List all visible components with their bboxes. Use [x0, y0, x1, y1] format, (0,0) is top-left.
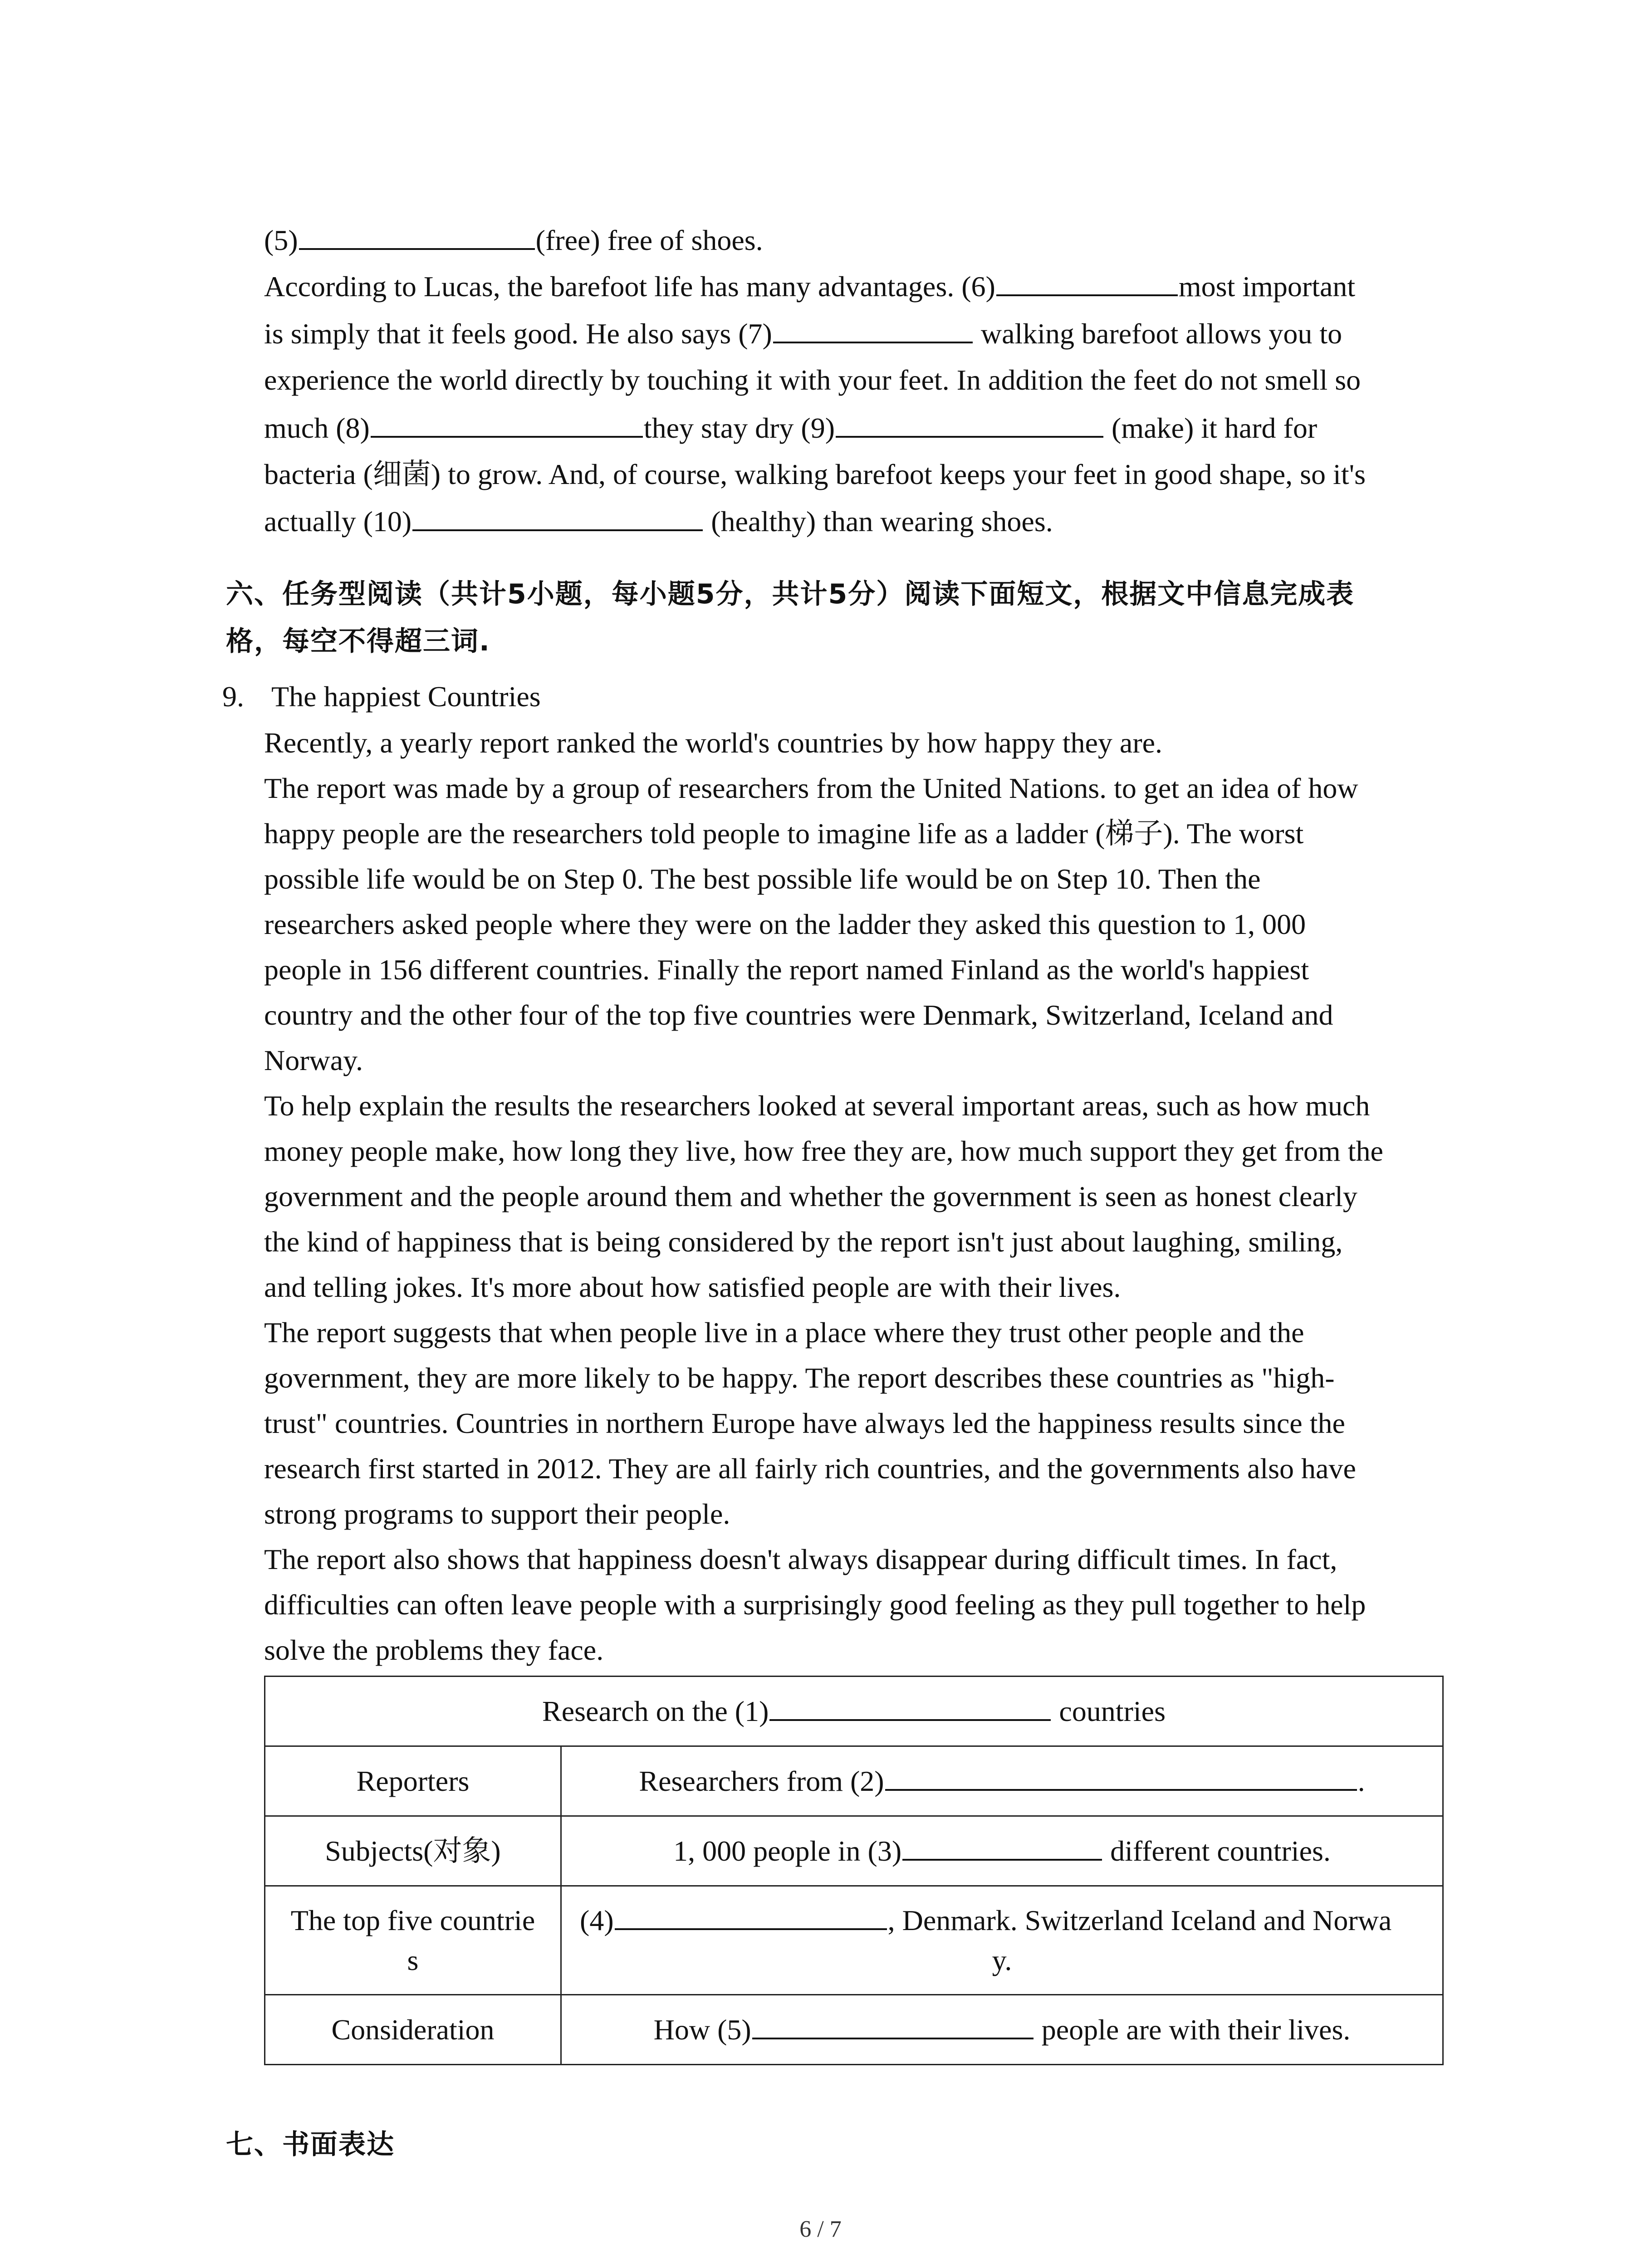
row-label: Consideration	[265, 1995, 561, 2065]
passage-line: is simply that it feels good. He also says (7) walking barefoot allows you to	[264, 316, 1342, 352]
passage-line: the kind of happiness that is being considered by the report isn't just about laughing, smiling,	[264, 1226, 1343, 1258]
row-value: How (5) people are with their lives.	[561, 1995, 1443, 2065]
passage-line: solve the problems they face.	[264, 1634, 604, 1666]
passage-line: actually (10) (healthy) than wearing shoes.	[264, 503, 1053, 540]
table-blank-2[interactable]	[885, 1764, 1357, 1791]
row-label: Subjects(对象)	[265, 1816, 561, 1886]
row-label: Reporters	[265, 1746, 561, 1816]
passage-line: Norway.	[264, 1044, 363, 1076]
passage-line: To help explain the results the researchers looked at several important areas, such as how much	[264, 1090, 1370, 1122]
passage-line: government and the people around them and whether the government is seen as honest clearly	[264, 1180, 1357, 1212]
section-heading: 七、书面表达	[226, 2129, 395, 2160]
answer-blank-6[interactable]	[996, 269, 1178, 296]
table-row	[265, 1677, 1443, 1746]
section-heading: 六、任务型阅读（共计5小题，每小题5分，共计5分）阅读下面短文，根据文中信息完成表	[226, 578, 1355, 610]
table-row	[265, 1816, 1443, 1886]
table-row	[265, 1746, 1443, 1816]
answer-blank-7[interactable]	[773, 316, 973, 343]
passage-line: Recently, a yearly report ranked the world's countries by how happy they are.	[264, 727, 1163, 759]
passage-line: happy people are the researchers told people to imagine life as a ladder (梯子). The worst	[264, 817, 1304, 850]
row-value: 1, 000 people in (3) different countries.	[561, 1816, 1443, 1886]
passage-line: bacteria (细菌) to grow. And, of course, walking barefoot keeps your feet in good shape, so it's	[264, 458, 1366, 490]
passage-line: difficulties can often leave people with a surprisingly good feeling as they pull together to help	[264, 1589, 1366, 1621]
question-number: 9.	[222, 680, 244, 713]
task-table	[264, 1676, 1444, 2065]
answer-blank-10[interactable]	[412, 504, 703, 531]
passage-line: money people make, how long they live, how free they are, how much support they get from the	[264, 1135, 1383, 1167]
table-blank-5[interactable]	[752, 2012, 1034, 2039]
table-row	[265, 1995, 1443, 2065]
page-number: 6 / 7	[799, 2216, 842, 2242]
answer-blank-9[interactable]	[836, 411, 1103, 438]
passage-line: possible life would be on Step 0. The best possible life would be on Step 10. Then the	[264, 863, 1261, 895]
row-label-line: The top five countrie	[290, 1904, 535, 1936]
row-value-cont: y.	[992, 1944, 1012, 1976]
passage-line: and telling jokes. It's more about how satisfied people are with their lives.	[264, 1271, 1121, 1303]
passage-line: people in 156 different countries. Finally the report named Finland as the world's happiest	[264, 953, 1309, 986]
answer-blank-8[interactable]	[371, 411, 643, 438]
table-blank-1[interactable]	[769, 1694, 1051, 1721]
table-header-cell: Research on the (1) countries	[265, 1677, 1443, 1746]
passage-line: (5) (free) free of shoes.	[264, 222, 763, 259]
passage-line: country and the other four of the top five countries were Denmark, Switzerland, Iceland and	[264, 999, 1333, 1031]
passage-line: The report was made by a group of researchers from the United Nations. to get an idea of how	[264, 772, 1358, 804]
passage-line: strong programs to support their people.	[264, 1498, 730, 1530]
passage-title: The happiest Countries	[271, 680, 541, 713]
row-label-line: s	[407, 1944, 419, 1976]
passage-line: research first started in 2012. They are all fairly rich countries, and the governments also have	[264, 1452, 1356, 1485]
passage-line: The report also shows that happiness doesn't always disappear during difficult times. In fact,	[264, 1543, 1337, 1575]
row-value: Researchers from (2) .	[561, 1746, 1443, 1816]
table-blank-4[interactable]	[615, 1903, 887, 1930]
row-label	[265, 1886, 561, 1995]
passage-line: government, they are more likely to be happy. The report describes these countries as "high-	[264, 1362, 1335, 1394]
passage-line: The report suggests that when people live in a place where they trust other people and the	[264, 1316, 1304, 1349]
passage-line: trust" countries. Countries in northern Europe have always led the happiness results since the	[264, 1407, 1345, 1439]
table-blank-3[interactable]	[902, 1833, 1102, 1861]
section-heading-cont: 格，每空不得超三词.	[226, 626, 490, 657]
answer-blank-5[interactable]	[299, 223, 535, 250]
row-value: (4) , Denmark. Switzerland Iceland and Norwa y.	[561, 1886, 1443, 1995]
passage-line: researchers asked people where they were on the ladder they asked this question to 1, 000	[264, 908, 1306, 940]
passage-line: much (8) they stay dry (9) (make) it hard for	[264, 410, 1317, 446]
table-row	[265, 1886, 1443, 1995]
passage-line: According to Lucas, the barefoot life has many advantages. (6) most important	[264, 269, 1355, 305]
passage-line: experience the world directly by touching it with your feet. In addition the feet do not smell so	[264, 364, 1361, 396]
